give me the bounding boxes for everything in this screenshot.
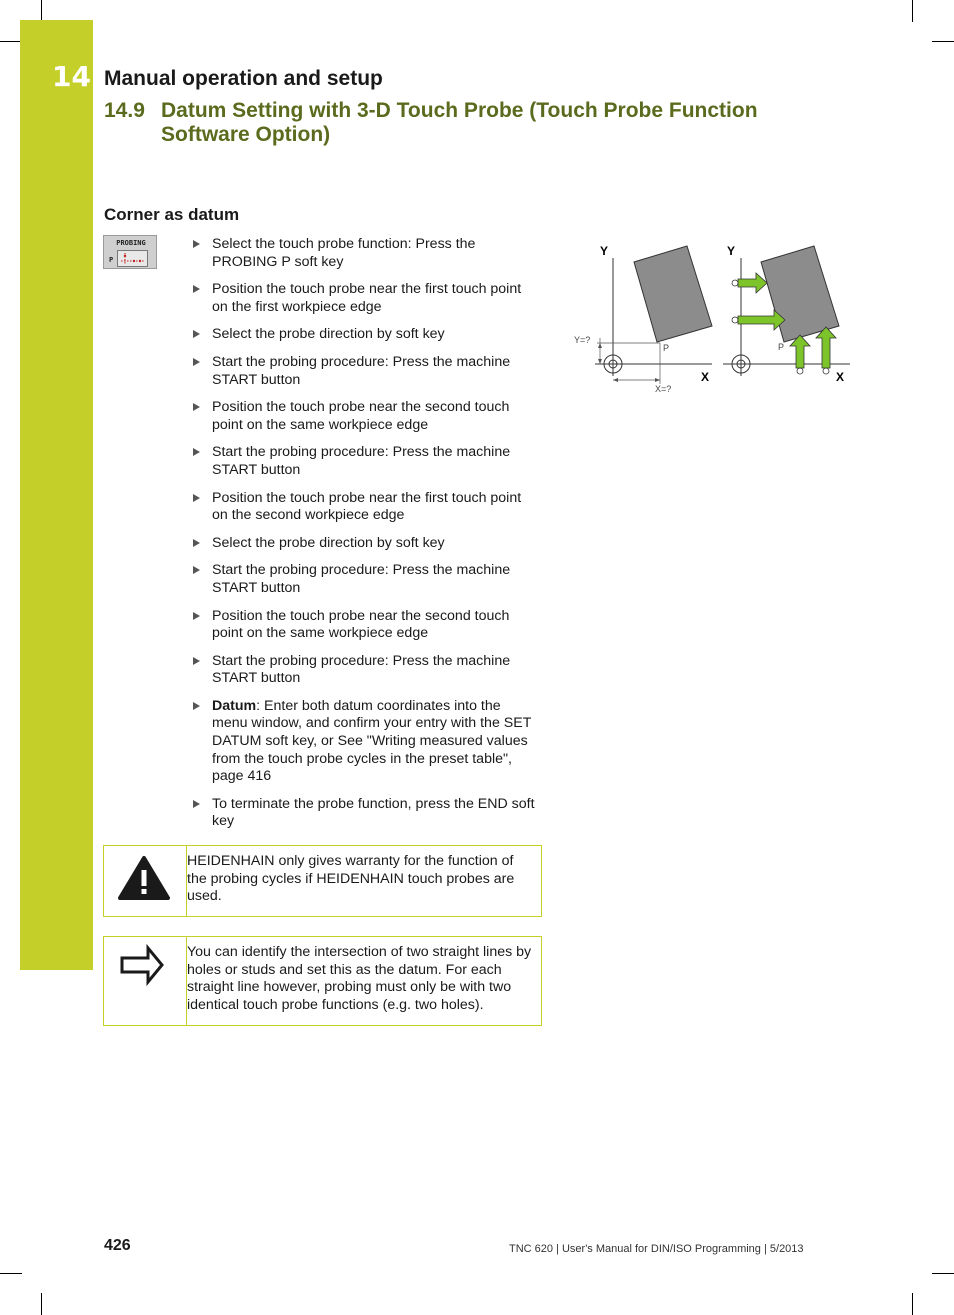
step-text: Start the probing procedure: Press the machine START button [212, 652, 511, 687]
softkey-graphic [117, 250, 148, 267]
softkey-sub-label: P [109, 256, 114, 264]
step-text: Position the touch probe near the second touch point on the same workpiece edge [212, 399, 510, 433]
bullet-icon [193, 358, 200, 366]
workpiece [761, 246, 839, 342]
list-item [193, 444, 538, 479]
list-item [193, 535, 538, 553]
crop-mark [0, 41, 22, 42]
chapter-number: 14 [52, 60, 91, 93]
step-text: Start the probing procedure: Press the machine START button [212, 444, 511, 478]
crop-mark [0, 1273, 22, 1274]
crop-mark [932, 1273, 954, 1274]
bullet-icon [193, 612, 200, 620]
info-text: You can identify the intersection of two straight lines by holes or studs and set this as the datum. For each straight line however, probing must only be with two identical touch probe functions (e.g. two holes). [187, 944, 532, 1013]
step-text: Start the probing procedure: Press the machine START button [212, 562, 511, 596]
section-number: 14.9 [104, 99, 145, 122]
bullet-icon [193, 285, 200, 293]
step-text: Position the touch probe near the first touch point on the second workpiece edge [212, 489, 522, 524]
step-text: Position the touch probe near the second touch point on the same workpiece edge [212, 607, 510, 642]
warning-icon [104, 846, 186, 916]
step-text: Select the probe direction by soft key [212, 326, 445, 343]
right-diagram [723, 244, 850, 384]
bullet-icon [193, 494, 200, 502]
step-text: Select the touch probe function: Press the PROBING P soft key [212, 236, 476, 270]
chapter-sidebar [20, 20, 93, 970]
y-value-label: Y=? [574, 335, 591, 345]
step-text: Position the touch probe near the first touch point on the first workpiece edge [212, 281, 522, 315]
crop-mark [932, 41, 954, 42]
x-value-label: X=? [655, 384, 672, 394]
step-keyword: Datum [212, 697, 257, 714]
bullet-icon [193, 566, 200, 574]
bullet-icon [193, 800, 200, 808]
bullet-icon [193, 240, 200, 248]
corner-datum-diagram [560, 238, 860, 398]
list-item [193, 281, 538, 316]
arrow-right-icon [104, 937, 186, 1025]
list-item [193, 796, 538, 831]
arrowhead [613, 378, 618, 382]
list-item [193, 399, 538, 434]
point-label: P [663, 343, 670, 353]
list-item [193, 562, 538, 597]
bullet-icon [193, 539, 200, 547]
bullet-icon [193, 330, 200, 338]
arrowhead [598, 343, 602, 348]
footer-text: TNC 620 | User's Manual for DIN/ISO Programming | 5/2013 [509, 1243, 804, 1255]
crop-mark [41, 1293, 42, 1315]
list-item [193, 326, 538, 344]
probing-softkey-icon [103, 235, 157, 269]
y-axis-label: Y [727, 244, 736, 258]
y-axis-label: Y [600, 244, 609, 258]
crop-mark [912, 1293, 913, 1315]
step-text: Start the probing procedure: Press the machine START button [212, 353, 511, 388]
probe-arrow-icon [732, 273, 767, 293]
list-item [193, 608, 538, 643]
bullet-icon [193, 448, 200, 456]
warning-note [103, 845, 542, 917]
list-item [193, 653, 538, 688]
probe-arrow-icon [816, 327, 836, 374]
step-text: Select the probe direction by soft key [212, 534, 445, 551]
point-label: P [778, 342, 785, 352]
crop-mark [912, 0, 913, 22]
page-number: 426 [104, 1237, 131, 1254]
list-item [193, 490, 538, 525]
arrowhead [598, 359, 602, 364]
bullet-icon [193, 403, 200, 411]
step-text: To terminate the probe function, press the END soft key [212, 795, 535, 830]
workpiece [634, 246, 712, 342]
softkey-label: PROBING [116, 239, 146, 247]
x-axis-label: X [836, 370, 845, 384]
list-item [193, 236, 538, 271]
list-item [193, 354, 538, 389]
arrowhead [655, 378, 660, 382]
probe-arrow-icon [732, 310, 785, 330]
chapter-title: Manual operation and setup [104, 67, 383, 90]
procedure-steps [193, 236, 538, 841]
subsection-heading: Corner as datum [104, 205, 240, 224]
step-text: : Enter both datum coordinates into the menu window, and confirm your entry with the SET DATUM soft key, or See "Writing measured values from the touch probe cycles in the preset table", page 416 [212, 697, 532, 785]
bullet-icon [193, 702, 200, 710]
bullet-icon [193, 657, 200, 665]
probe-arrow-icon [790, 335, 810, 374]
list-item [193, 698, 538, 786]
section-title: Datum Setting with 3-D Touch Probe (Touch Probe Function Software Option) [161, 99, 758, 146]
left-diagram [574, 244, 712, 394]
warning-text: HEIDENHAIN only gives warranty for the function of the probing cycles if HEIDENHAIN touch probes are used. [187, 853, 515, 905]
x-axis-label: X [701, 370, 710, 384]
crop-mark [41, 0, 42, 22]
info-note [103, 936, 542, 1026]
